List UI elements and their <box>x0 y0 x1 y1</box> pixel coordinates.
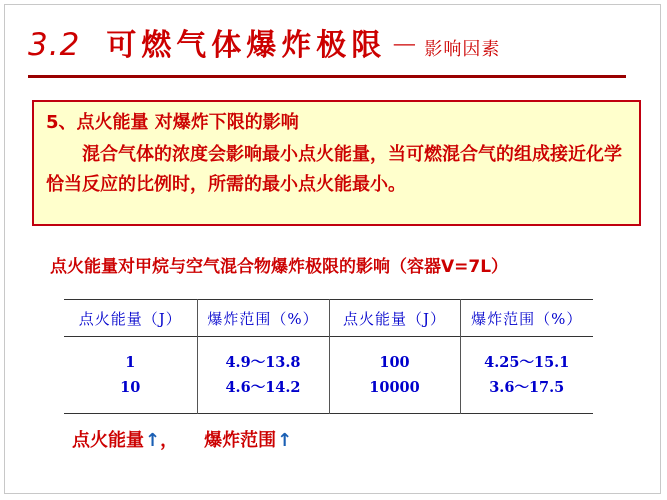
title-main-text: 可燃气体爆炸极限 <box>106 28 387 63</box>
title-section-number: 3.2 <box>28 27 81 63</box>
table-cell-energy-2 <box>329 337 460 414</box>
info-box <box>32 100 641 226</box>
up-arrow-icon: ↑ <box>277 430 293 451</box>
header-explosion-range-2: 爆炸范围（%） <box>460 300 593 337</box>
ignition-energy-table <box>64 299 593 414</box>
cell-value: 3.6～17.5 <box>489 379 565 396</box>
title-subtitle: 影响因素 <box>424 39 501 60</box>
header-explosion-range-1: 爆炸范围（%） <box>197 300 329 337</box>
summary-line <box>72 426 292 452</box>
cell-value: 100 <box>379 354 410 371</box>
table-row <box>64 337 593 414</box>
table-cell-range-2 <box>460 337 593 414</box>
table-caption: 点火能量对甲烷与空气混合物爆炸极限的影响（容器V=7L） <box>50 257 509 277</box>
cell-value: 4.9～13.8 <box>225 354 301 371</box>
cell-value: 4.6～14.2 <box>225 379 301 396</box>
cell-value: 10000 <box>369 379 420 396</box>
title-dash: － <box>390 29 419 62</box>
cell-value: 4.25～15.1 <box>484 354 570 371</box>
table-header-row <box>64 300 593 337</box>
table-cell-energy-1 <box>64 337 197 414</box>
slide-title <box>28 20 500 66</box>
summary-right-label: 爆炸范围 <box>204 430 277 451</box>
summary-separator: ， <box>160 430 179 451</box>
up-arrow-icon: ↑ <box>145 430 161 451</box>
header-ignition-energy-1: 点火能量（J） <box>78 309 182 328</box>
table-cell-range-1 <box>197 337 329 414</box>
cell-value: 1 <box>125 354 136 371</box>
info-body: 混合气体的浓度会影响最小点火能量，当可燃混合气的组成接近化学恰当反应的比例时，所需的最小点火能最小。 <box>46 144 622 195</box>
cell-value: 10 <box>120 379 141 396</box>
info-heading: 5、点火能量 对爆炸下限的影响 <box>46 112 299 133</box>
title-underline <box>28 75 626 78</box>
summary-left-label: 点火能量 <box>72 430 144 451</box>
header-ignition-energy-2: 点火能量（J） <box>329 300 460 337</box>
